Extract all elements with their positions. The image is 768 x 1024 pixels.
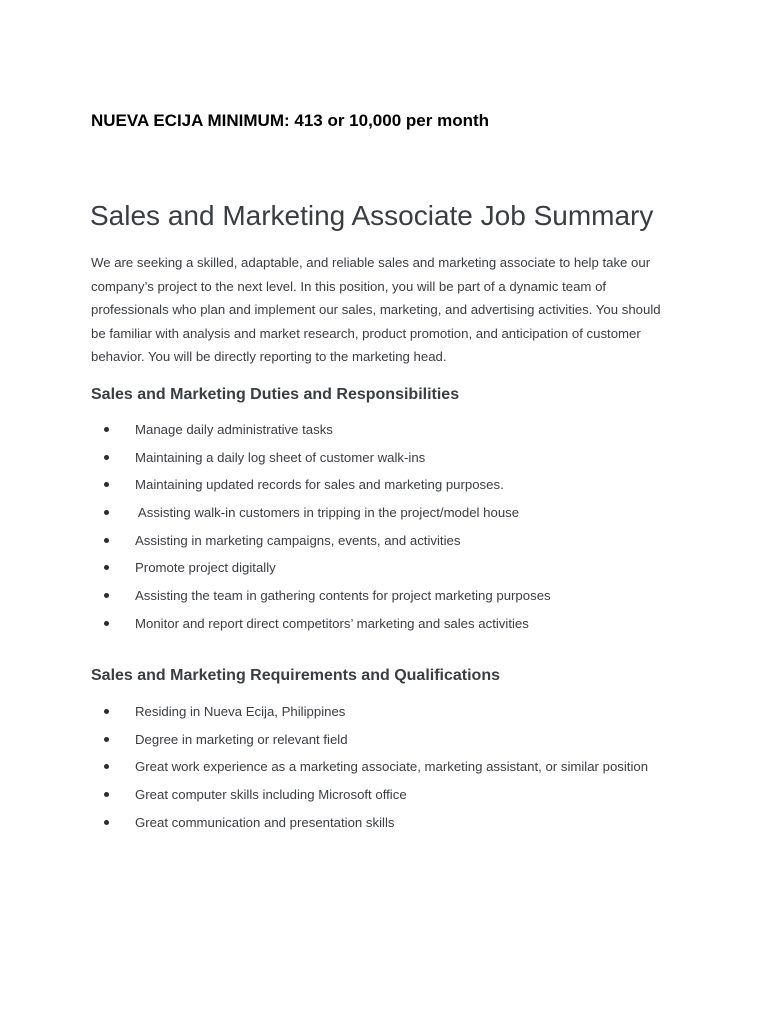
duty-item (0, 419, 768, 447)
requirement-item (0, 756, 768, 784)
minimum-wage-line: NUEVA ECIJA MINIMUM: 413 or 10,000 per month (91, 111, 490, 130)
bullet-icon (104, 565, 109, 570)
requirements-heading: Sales and Marketing Requirements and Qualifications (91, 667, 500, 684)
duty-item-text: Assisting the team in gathering contents for project marketing purposes (135, 588, 551, 604)
bullet-icon (104, 764, 109, 769)
requirement-item-text: Great work experience as a marketing associate, marketing assistant, or similar position (135, 759, 649, 775)
duty-item (0, 502, 768, 530)
duty-item-text: Assisting walk-in customers in tripping in the project/model house (135, 505, 520, 521)
bullet-icon (104, 593, 109, 598)
requirements-list (0, 701, 768, 839)
duty-item-text: Monitor and report direct competitors’ marketing and sales activities (135, 615, 529, 631)
duty-item-text: Promote project digitally (135, 560, 276, 576)
bullet-icon (104, 820, 109, 825)
duty-item (0, 474, 768, 502)
bullet-icon (104, 455, 109, 460)
bullet-icon (104, 709, 109, 714)
requirement-item-text: Residing in Nueva Ecija, Philippines (135, 704, 346, 719)
requirement-item (0, 812, 768, 840)
duty-item-text: Maintaining updated records for sales and marketing purposes. (135, 477, 504, 493)
duty-item (0, 585, 768, 613)
duties-heading: Sales and Marketing Duties and Responsibilities (91, 386, 460, 403)
requirement-item-text: Great computer skills including Microsoft office (135, 787, 407, 803)
requirement-item (0, 701, 768, 729)
duty-item-text: Maintaining a daily log sheet of customer walk-ins (135, 449, 426, 465)
bullet-icon (104, 538, 109, 543)
requirement-item-text: Great communication and presentation skills (135, 814, 395, 830)
bullet-icon (104, 792, 109, 797)
duty-item (0, 557, 768, 585)
bullet-icon (104, 621, 109, 626)
duty-item (0, 613, 768, 641)
bullet-icon (104, 427, 109, 432)
duty-item (0, 447, 768, 475)
duty-item-text: Manage daily administrative tasks (135, 422, 333, 437)
bullet-icon (104, 482, 109, 487)
bullet-icon (104, 737, 109, 742)
job-summary-paragraph: We are seeking a skilled, adaptable, and reliable sales and marketing associate to help take our company’s project to the next level. In this position, you will be part of a dynamic team of professionals who plan and implement our sales, marketing, and advertising activities. You should be familiar with analysis and market research, product promotion, and anticipation of customer behavior. You will be directly reporting to the marketing head. (91, 255, 661, 364)
job-title: Sales and Marketing Associate Job Summary (90, 200, 654, 231)
requirement-item (0, 729, 768, 757)
duty-item-text: Assisting in marketing campaigns, events, and activities (135, 532, 461, 548)
requirement-item-text: Degree in marketing or relevant field (135, 731, 348, 747)
requirement-item (0, 784, 768, 812)
duties-list (0, 419, 768, 641)
duty-item (0, 530, 768, 558)
bullet-icon (104, 510, 109, 515)
